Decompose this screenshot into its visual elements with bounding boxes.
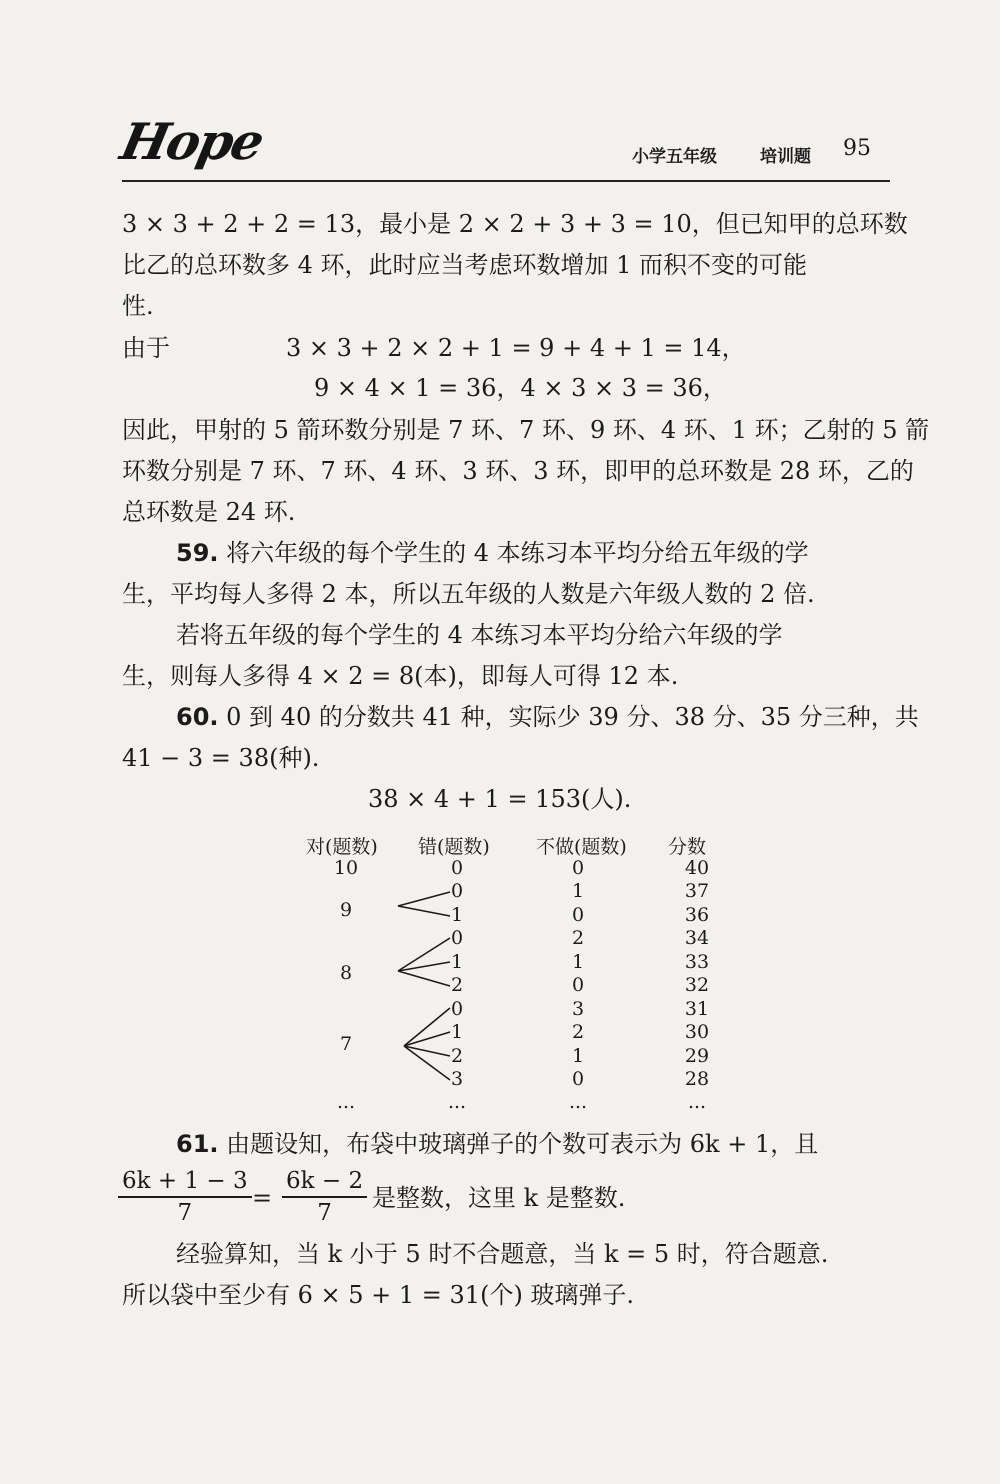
p2-line1: 因此，甲射的 5 箭环数分别是 7 环、7 环、9 环、4 环、1 环；乙射的 5 箭 <box>122 416 930 444</box>
score-cell: 33 <box>684 951 710 973</box>
q59-line3: 若将五年级的每个学生的 4 本练习本平均分给六年级的学 <box>176 621 783 649</box>
q60-number: 60. <box>176 703 219 731</box>
skip-cell: 3 <box>571 998 585 1020</box>
header-grade: 小学五年级 <box>632 147 717 167</box>
page-number: 95 <box>843 136 871 161</box>
score-cell: 34 <box>684 927 710 949</box>
wrong-cell: 2 <box>450 1045 464 1067</box>
p1-line1: 3 × 3 + 2 + 2 = 13，最小是 2 × 2 + 3 + 3 = 10，但已知甲的总环数 <box>122 210 908 238</box>
skip-cell: 0 <box>571 857 585 879</box>
fraction-2-numerator: 6k − 2 <box>286 1168 364 1194</box>
q61-text1: 由题设知，布袋中玻璃弹子的个数可表示为 6k + 1，且 <box>226 1130 819 1158</box>
wrong-cell: 0 <box>450 998 464 1020</box>
score-cell: 40 <box>684 857 710 879</box>
skip-cell: 0 <box>571 1068 585 1090</box>
q61-line1 <box>176 1124 892 1164</box>
p2-line3: 总环数是 24 环. <box>122 498 296 526</box>
skip-ellipsis: ... <box>568 1091 588 1113</box>
table-header-skip: 不做(题数) <box>536 836 627 858</box>
wrong-cell: 1 <box>450 904 464 926</box>
skip-cell: 0 <box>571 904 585 926</box>
skip-cell: 1 <box>571 880 585 902</box>
q60-line2: 41 − 3 = 38(种). <box>122 744 320 772</box>
correct-label: 9 <box>339 899 353 921</box>
score-ellipsis: ... <box>687 1091 707 1113</box>
skip-cell: 2 <box>571 1021 585 1043</box>
q61-fraction-1 <box>118 1168 252 1226</box>
q61-number: 61. <box>176 1130 219 1158</box>
correct-label: 8 <box>339 962 353 984</box>
equation-1: 3 × 3 + 2 × 2 + 1 = 9 + 4 + 1 = 14， <box>286 334 746 362</box>
score-cell: 36 <box>684 904 710 926</box>
q59-number: 59. <box>176 539 219 567</box>
score-cell: 30 <box>684 1021 710 1043</box>
score-cell: 31 <box>684 998 710 1020</box>
q59-line2: 生，平均每人多得 2 本，所以五年级的人数是六年级人数的 2 倍. <box>122 580 815 608</box>
skip-cell: 1 <box>571 1045 585 1067</box>
wrong-cell: 3 <box>450 1068 464 1090</box>
equation-2: 9 × 4 × 1 = 36，4 × 3 × 3 = 36， <box>314 374 727 402</box>
header-section: 培训题 <box>760 147 811 167</box>
wrong-cell: 2 <box>450 974 464 996</box>
q61-line3: 经验算知，当 k 小于 5 时不合题意，当 k = 5 时，符合题意. <box>176 1240 829 1268</box>
correct-label: ... <box>336 1091 356 1113</box>
q61-line4: 所以袋中至少有 6 × 5 + 1 = 31(个) 玻璃弹子. <box>122 1281 635 1309</box>
skip-cell: 2 <box>571 927 585 949</box>
wrong-cell: 1 <box>450 1021 464 1043</box>
q59-line4: 生，则每人多得 4 × 2 = 8(本)，即每人可得 12 本. <box>122 662 679 690</box>
fraction-1-denominator: 7 <box>177 1200 193 1226</box>
since-label: 由于 <box>122 334 170 362</box>
score-cell: 29 <box>684 1045 710 1067</box>
q61-equals: = <box>252 1184 273 1212</box>
q59-text1: 将六年级的每个学生的 4 本练习本平均分给五年级的学 <box>226 539 809 567</box>
wrong-cell: 1 <box>450 951 464 973</box>
skip-cell: 0 <box>571 974 585 996</box>
wrong-cell: 0 <box>450 880 464 902</box>
q60-text1: 0 到 40 的分数共 41 种，实际少 39 分、38 分、35 分三种，共 <box>226 703 919 731</box>
table-header-score: 分数 <box>668 836 707 858</box>
q59-line1 <box>176 533 892 573</box>
header-rule <box>122 180 890 182</box>
fraction-2-denominator: 7 <box>317 1200 332 1226</box>
correct-label: 10 <box>333 857 359 879</box>
fraction-1-numerator: 6k + 1 − 3 <box>122 1168 248 1194</box>
wrong-ellipsis: ... <box>447 1091 467 1113</box>
q61-fraction-2 <box>282 1168 367 1226</box>
q61-line2-tail: 是整数，这里 k 是整数. <box>372 1184 626 1212</box>
score-cell: 32 <box>684 974 710 996</box>
p1-line2: 比乙的总环数多 4 环，此时应当考虑环数增加 1 而积不变的可能 <box>122 251 808 279</box>
q60-line1 <box>176 697 919 737</box>
skip-cell: 1 <box>571 951 585 973</box>
wrong-cell: 0 <box>450 857 464 879</box>
table-header-wrong: 错(题数) <box>418 836 490 858</box>
score-cell: 37 <box>684 880 710 902</box>
wrong-cell: 0 <box>450 927 464 949</box>
p1-line3: 性. <box>122 292 154 320</box>
p2-line2: 环数分别是 7 环、7 环、4 环、3 环、3 环，即甲的总环数是 28 环，乙的 <box>122 457 914 485</box>
hope-logo: Hope <box>115 112 268 171</box>
table-header-correct: 对(题数) <box>306 836 378 858</box>
correct-label: 7 <box>339 1033 353 1055</box>
score-cell: 28 <box>684 1068 710 1090</box>
fraction-1-bar <box>118 1196 252 1198</box>
q60-equation: 38 × 4 + 1 = 153(人). <box>368 785 632 813</box>
fraction-2-bar <box>282 1196 367 1198</box>
